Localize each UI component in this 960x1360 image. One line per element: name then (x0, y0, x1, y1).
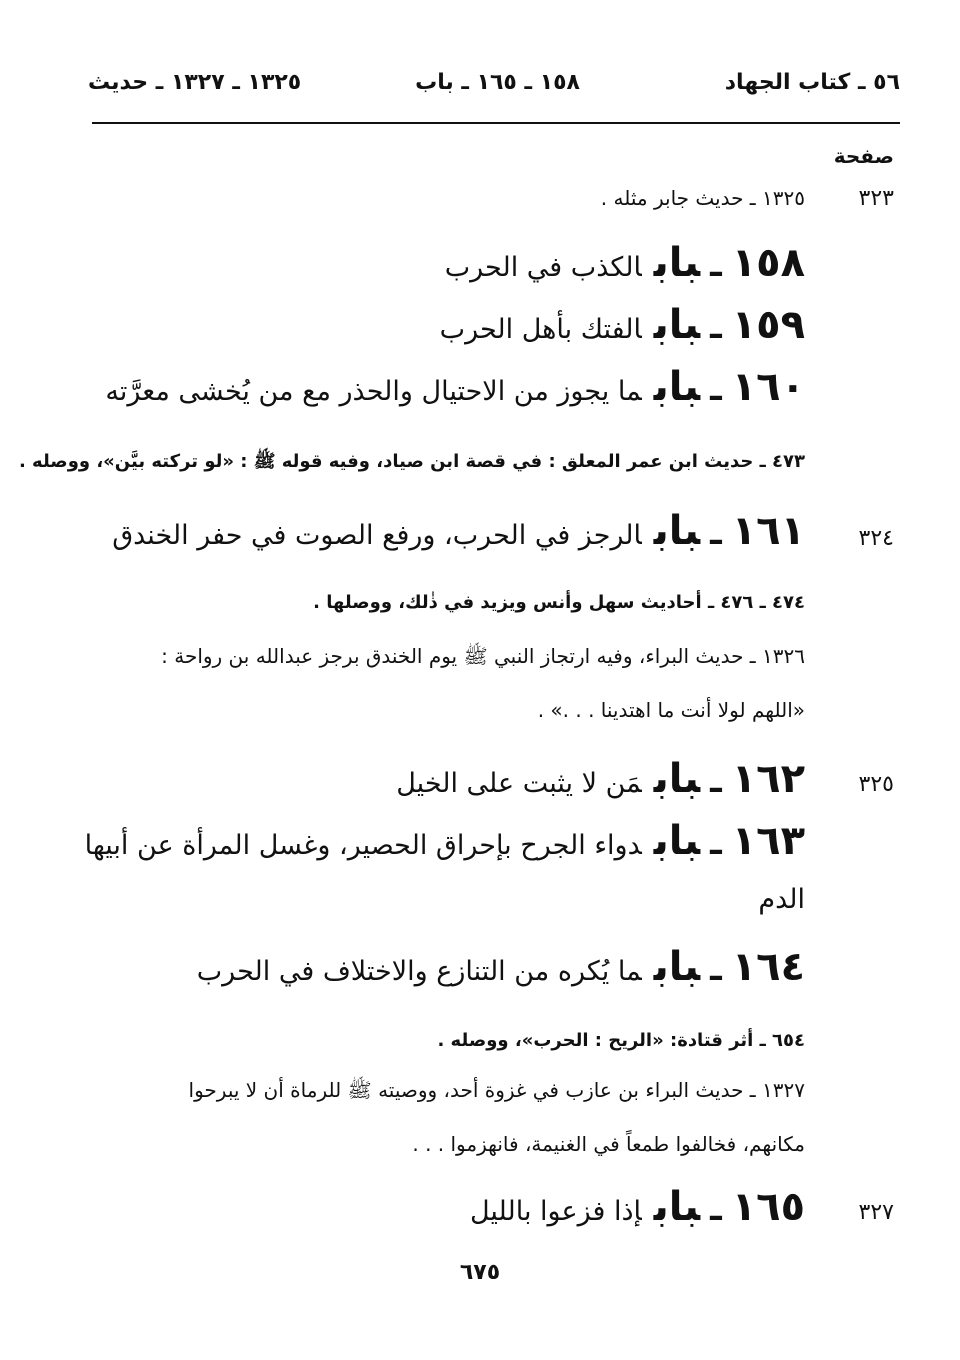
chapter-158 (70, 240, 805, 286)
header-chapter-range: ١٥٨ ـ ١٦٥ ـ باب (415, 70, 580, 95)
chapter-bab-label: باب (653, 508, 701, 554)
chapter-title: إذا فزعوا بالليل (469, 1196, 642, 1227)
page-ref-324: ٣٢٤ (858, 526, 894, 551)
page-number-footer: ٦٧٥ (459, 1260, 501, 1285)
chapter-title: الكذب في الحرب (444, 252, 642, 283)
chapter-bab-label: باب (653, 302, 701, 348)
chapter-title: ما يجوز من الاحتيال والحذر مع من يُخشى معرَّته (105, 376, 642, 407)
header-hadith-range: ١٣٢٥ ـ ١٣٢٧ ـ حديث (88, 70, 302, 95)
chapter-title: مَن لا يثبت على الخيل (396, 768, 642, 799)
chapter-164 (70, 944, 805, 990)
running-header (88, 70, 900, 106)
chapter-number: ١٦٤ (731, 944, 805, 990)
hadith-1327-line1: ١٣٢٧ ـ حديث البراء بن عازب في غزوة أحد، ووصيته ﷺ للرماة أن لا يبرحوا (188, 1078, 805, 1102)
page-ref-327: ٣٢٧ (858, 1200, 894, 1225)
chapter-dash: ـ (710, 761, 722, 801)
chapter-163 (70, 818, 805, 864)
note-473: ٤٧٣ ـ حديث ابن عمر المعلق : في قصة ابن صياد، وفيه قوله ﷺ : «لو تركته بيَّن»، ووصله . (18, 451, 805, 472)
page-ref-323: ٣٢٣ (858, 186, 894, 211)
chapter-number: ١٥٩ (731, 302, 805, 348)
chapter-165 (70, 1184, 805, 1230)
chapter-160 (70, 364, 805, 410)
chapter-161 (70, 508, 805, 554)
chapter-number: ١٥٨ (731, 240, 805, 286)
chapter-number: ١٦٥ (731, 1184, 805, 1230)
chapter-bab-label: باب (653, 240, 701, 286)
note-654: ٦٥٤ ـ أثر قتادة: «الريح : الحرب»، ووصله . (437, 1030, 805, 1051)
chapter-bab-label: باب (653, 364, 701, 410)
chapter-dash: ـ (710, 1189, 722, 1229)
hadith-1325: ١٣٢٥ ـ حديث جابر مثله . (600, 186, 805, 210)
hadith-1327-line2: مكانهم، فخالفوا طمعاً في الغنيمة، فانهزموا . . . (412, 1132, 805, 1156)
chapter-163-continuation: الدم (758, 884, 805, 915)
chapter-title: ما يُكره من التنازع والاختلاف في الحرب (196, 956, 642, 987)
chapter-dash: ـ (710, 245, 722, 285)
chapter-dash: ـ (710, 513, 722, 553)
chapter-bab-label: باب (653, 818, 701, 864)
chapter-bab-label: باب (653, 1184, 701, 1230)
chapter-bab-label: باب (653, 756, 701, 802)
chapter-bab-label: باب (653, 944, 701, 990)
chapter-162 (70, 756, 805, 802)
header-divider (92, 122, 900, 124)
chapter-title: الفتك بأهل الحرب (439, 314, 642, 345)
chapter-number: ١٦٢ (731, 756, 805, 802)
chapter-number: ١٦٠ (731, 364, 805, 410)
hadith-1326-line2: «اللهم لولا أنت ما اهتدينا . . .» . (537, 698, 805, 722)
chapter-dash: ـ (710, 949, 722, 989)
chapter-number: ١٦٣ (731, 818, 805, 864)
chapter-dash: ـ (710, 307, 722, 347)
chapter-title: دواء الجرح بإحراق الحصير، وغسل المرأة عن أبيها (84, 830, 642, 861)
header-book-title: ٥٦ ـ كتاب الجهاد (724, 70, 900, 95)
chapter-title: الرجز في الحرب، ورفع الصوت في حفر الخندق (112, 520, 642, 551)
note-474-476: ٤٧٤ ـ ٤٧٦ ـ أحاديث سهل وأنس ويزيد في ذٰلك، ووصلها . (313, 592, 805, 613)
chapter-159 (70, 302, 805, 348)
hadith-1326-line1: ١٣٢٦ ـ حديث البراء، وفيه ارتجاز النبي ﷺ يوم الخندق برجز عبدالله بن رواحة : (161, 644, 805, 668)
chapter-dash: ـ (710, 823, 722, 863)
page-column-label: صفحة (833, 144, 894, 168)
chapter-number: ١٦١ (731, 508, 805, 554)
chapter-dash: ـ (710, 369, 722, 409)
page-ref-325: ٣٢٥ (858, 772, 894, 797)
